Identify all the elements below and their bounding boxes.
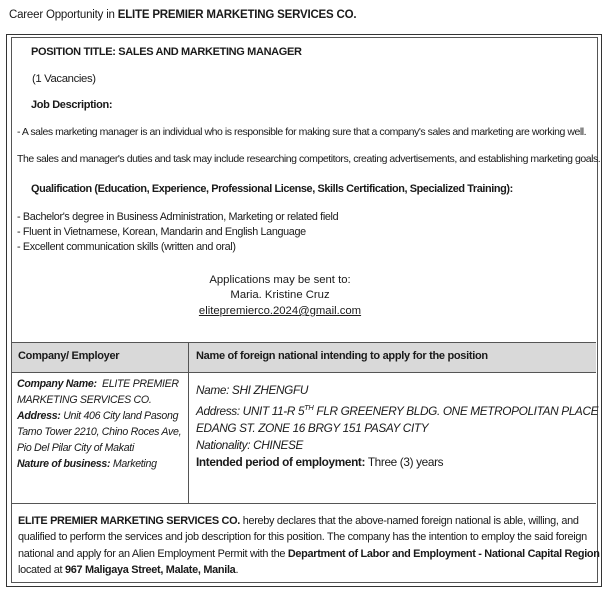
declaration-company: ELITE PREMIER MARKETING SERVICES CO. bbox=[18, 515, 240, 527]
foreign-national-cell bbox=[196, 382, 598, 471]
table-bottom-divider bbox=[12, 503, 596, 504]
qualification-heading: Qualification (Education, Experience, Professional License, Skills Certification, Specialized Training): bbox=[31, 183, 513, 195]
national-address-a: Address: UNIT 11-R 5 bbox=[196, 403, 305, 418]
job-description-heading: Job Description: bbox=[31, 99, 113, 111]
national-address-line-2: EDANG ST. ZONE 16 BRGY 151 PASAY CITY bbox=[196, 420, 429, 435]
address-line-3: Pio Del Pilar City of Makati bbox=[17, 442, 134, 454]
position-title: POSITION TITLE: SALES AND MARKETING MANAGER bbox=[31, 46, 302, 58]
qualification-item: - Fluent in Vietnamese, Korean, Mandarin and English Language bbox=[17, 226, 306, 238]
qualification-item: - Bachelor's degree in Business Administration, Marketing or related field bbox=[17, 211, 339, 223]
table-column-divider bbox=[188, 342, 189, 504]
table-header-employer: Company/ Employer bbox=[18, 350, 120, 362]
employer-cell bbox=[17, 376, 181, 472]
vacancies: (1 Vacancies) bbox=[32, 73, 96, 85]
period-label: Intended period of employment: bbox=[196, 454, 366, 469]
company-name-value: ELITE PREMIER bbox=[102, 378, 179, 390]
declaration-department: Department of Labor and Employment - National Capital Region bbox=[287, 547, 600, 560]
applications-name: Maria. Kristine Cruz bbox=[230, 289, 330, 301]
declaration-text-1: hereby declares that the above-named foreign national is able, willing, and qualified to perform the services and job description for this position. The company has the intention to employ the said foreign national and apply for an Alien Employment Permit with the bbox=[18, 515, 587, 560]
national-address-b: FLR GREENERY BLDG. ONE METROPOLITAN PLACE bbox=[313, 403, 599, 418]
national-name: Name: SHI ZHENGFU bbox=[196, 383, 309, 397]
national-nationality: Nationality: CHINESE bbox=[196, 437, 304, 452]
declaration bbox=[18, 513, 600, 578]
applications-line: Applications may be sent to: bbox=[209, 274, 351, 286]
national-address-sup: TH bbox=[304, 403, 314, 412]
address-value: Unit 406 City land Pasong bbox=[63, 410, 179, 422]
company-name-value-2: MARKETING SERVICES CO. bbox=[17, 394, 152, 406]
address-line-2: Tamo Tower 2210, Chino Roces Ave, bbox=[17, 426, 182, 438]
declaration-address: 967 Maligaya Street, Malate, Manila bbox=[64, 563, 236, 576]
job-description-line-2: The sales and manager's duties and task may include researching competitors, creating advertisements, and establishing marketing goals. bbox=[17, 153, 601, 165]
header-prefix: Career Opportunity in bbox=[9, 9, 118, 21]
applications-email-link[interactable]: elitepremierco.2024@gmail.com bbox=[198, 305, 362, 317]
declaration-end: . bbox=[235, 563, 239, 576]
business-label: Nature of business: bbox=[17, 458, 111, 470]
period-value: Three (3) years bbox=[367, 454, 444, 469]
header-company: ELITE PREMIER MARKETING SERVICES CO. bbox=[117, 9, 357, 21]
company-name-label: Company Name: bbox=[17, 378, 97, 390]
business-value: Marketing bbox=[112, 458, 157, 470]
job-description-line-1: - A sales marketing manager is an individual who is responsible for making sure that a company's sales and marketing are working well. bbox=[17, 126, 587, 138]
address-label: Address: bbox=[17, 410, 61, 422]
table-header-foreign-national: Name of foreign national intending to apply for the position bbox=[196, 350, 488, 362]
qualification-item: - Excellent communication skills (written and oral) bbox=[17, 241, 236, 253]
declaration-text-2: located at bbox=[18, 563, 65, 576]
page-header bbox=[9, 9, 356, 21]
